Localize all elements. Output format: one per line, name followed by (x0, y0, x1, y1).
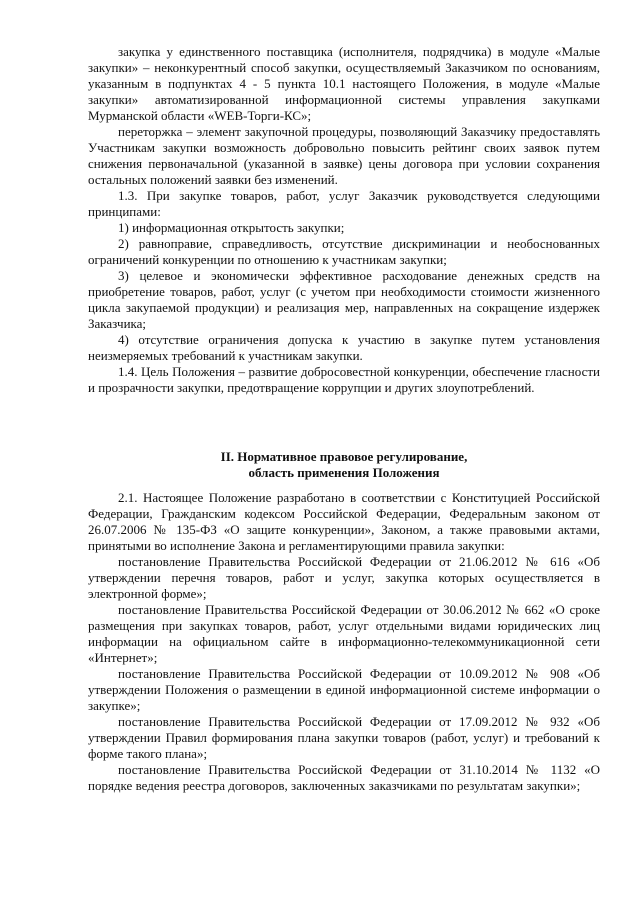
principle-1: 1) информационная открытость закупки; (118, 220, 345, 235)
principle-3: 3) целевое и экономически эффективное расходование денежных средств на приобретение товаров, работ, услуг (с учетом при необходимости стоимости жизненного цикла закупаемой продукции) и реализация мер, направленных на сокращение издержек Заказчика; (88, 268, 600, 331)
regulation-1132: постановление Правительства Российской Федерации от 31.10.2014 № 1132 «О порядке ведения реестра договоров, заключенных заказчиками по результатам закупки»; (88, 762, 600, 793)
regulation-list (88, 490, 600, 794)
regulation-932: постановление Правительства Российской Федерации от 17.09.2012 № 932 «Об утверждении Правил формирования плана закупки товаров (работ, услуг) и требований к форме такого плана»; (88, 714, 600, 761)
principle-2: 2) равноправие, справедливость, отсутствие дискриминации и необоснованных ограничений конкуренции по отношению к участникам закупки; (88, 236, 600, 267)
document-page (88, 0, 600, 905)
paragraph-2-1: 2.1. Настоящее Положение разработано в соответствии с Конституцией Российской Федерации, Гражданским кодексом Российской Федерации, Федеральным законом от 26.07.2006 № 135-ФЗ «О защите конкуренции», Законом, а также правовыми актами, принятыми во исполнение Закона и регламентирующими правила закупки: (88, 490, 600, 553)
paragraph-retrade: переторжка – элемент закупочной процедуры, позволяющий Заказчику предоставлять Участникам закупки возможность добровольно повысить рейтинг своих заявок путем снижения первоначальной (указанной в заявке) цены договора при условии сохранения остальных положений заявки без изменений. (88, 124, 600, 187)
principle-4: 4) отсутствие ограничения допуска к участию в закупке путем установления неизмеряемых требований к участникам закупки. (88, 332, 600, 363)
paragraph-single-supplier: закупка у единственного поставщика (исполнителя, подрядчика) в модуле «Малые закупки» – неконкурентный способ закупки, осуществляемый Заказчиком по основаниям, указанным в подпунктах 4 - 5 пункта 10.1 настоящего Положения, в модуле «Малые закупки» автоматизированной информационной системы управления закупками Мурманской области «WEB-Торги-КС»; (88, 44, 600, 123)
section-heading (88, 449, 600, 481)
regulation-908: постановление Правительства Российской Федерации от 10.09.2012 № 908 «Об утверждении Положения о размещении в единой информационной системе информации о закупке»; (88, 666, 600, 713)
paragraph-1-4: 1.4. Цель Положения – развитие добросовестной конкуренции, обеспечение гласности и прозрачности закупки, предотвращение коррупции и других злоупотреблений. (88, 364, 600, 395)
section-heading-line-2: область применения Положения (248, 465, 440, 480)
regulation-662: постановление Правительства Российской Федерации от 30.06.2012 № 662 «О сроке размещения при закупках товаров, работ, услуг отдельными видами юридических лиц информации на официальном сайте в информационно-телекоммуникационной сети «Интернет»; (88, 602, 600, 665)
section-heading-line-1: II. Нормативное правовое регулирование, (220, 449, 468, 464)
definitions-and-principles (88, 44, 600, 396)
regulation-616: постановление Правительства Российской Федерации от 21.06.2012 № 616 «Об утверждении перечня товаров, работ и услуг, закупка которых осуществляется в электронной форме»; (88, 554, 600, 601)
paragraph-1-3: 1.3. При закупке товаров, работ, услуг Заказчик руководствуется следующими принципами: (88, 188, 600, 219)
